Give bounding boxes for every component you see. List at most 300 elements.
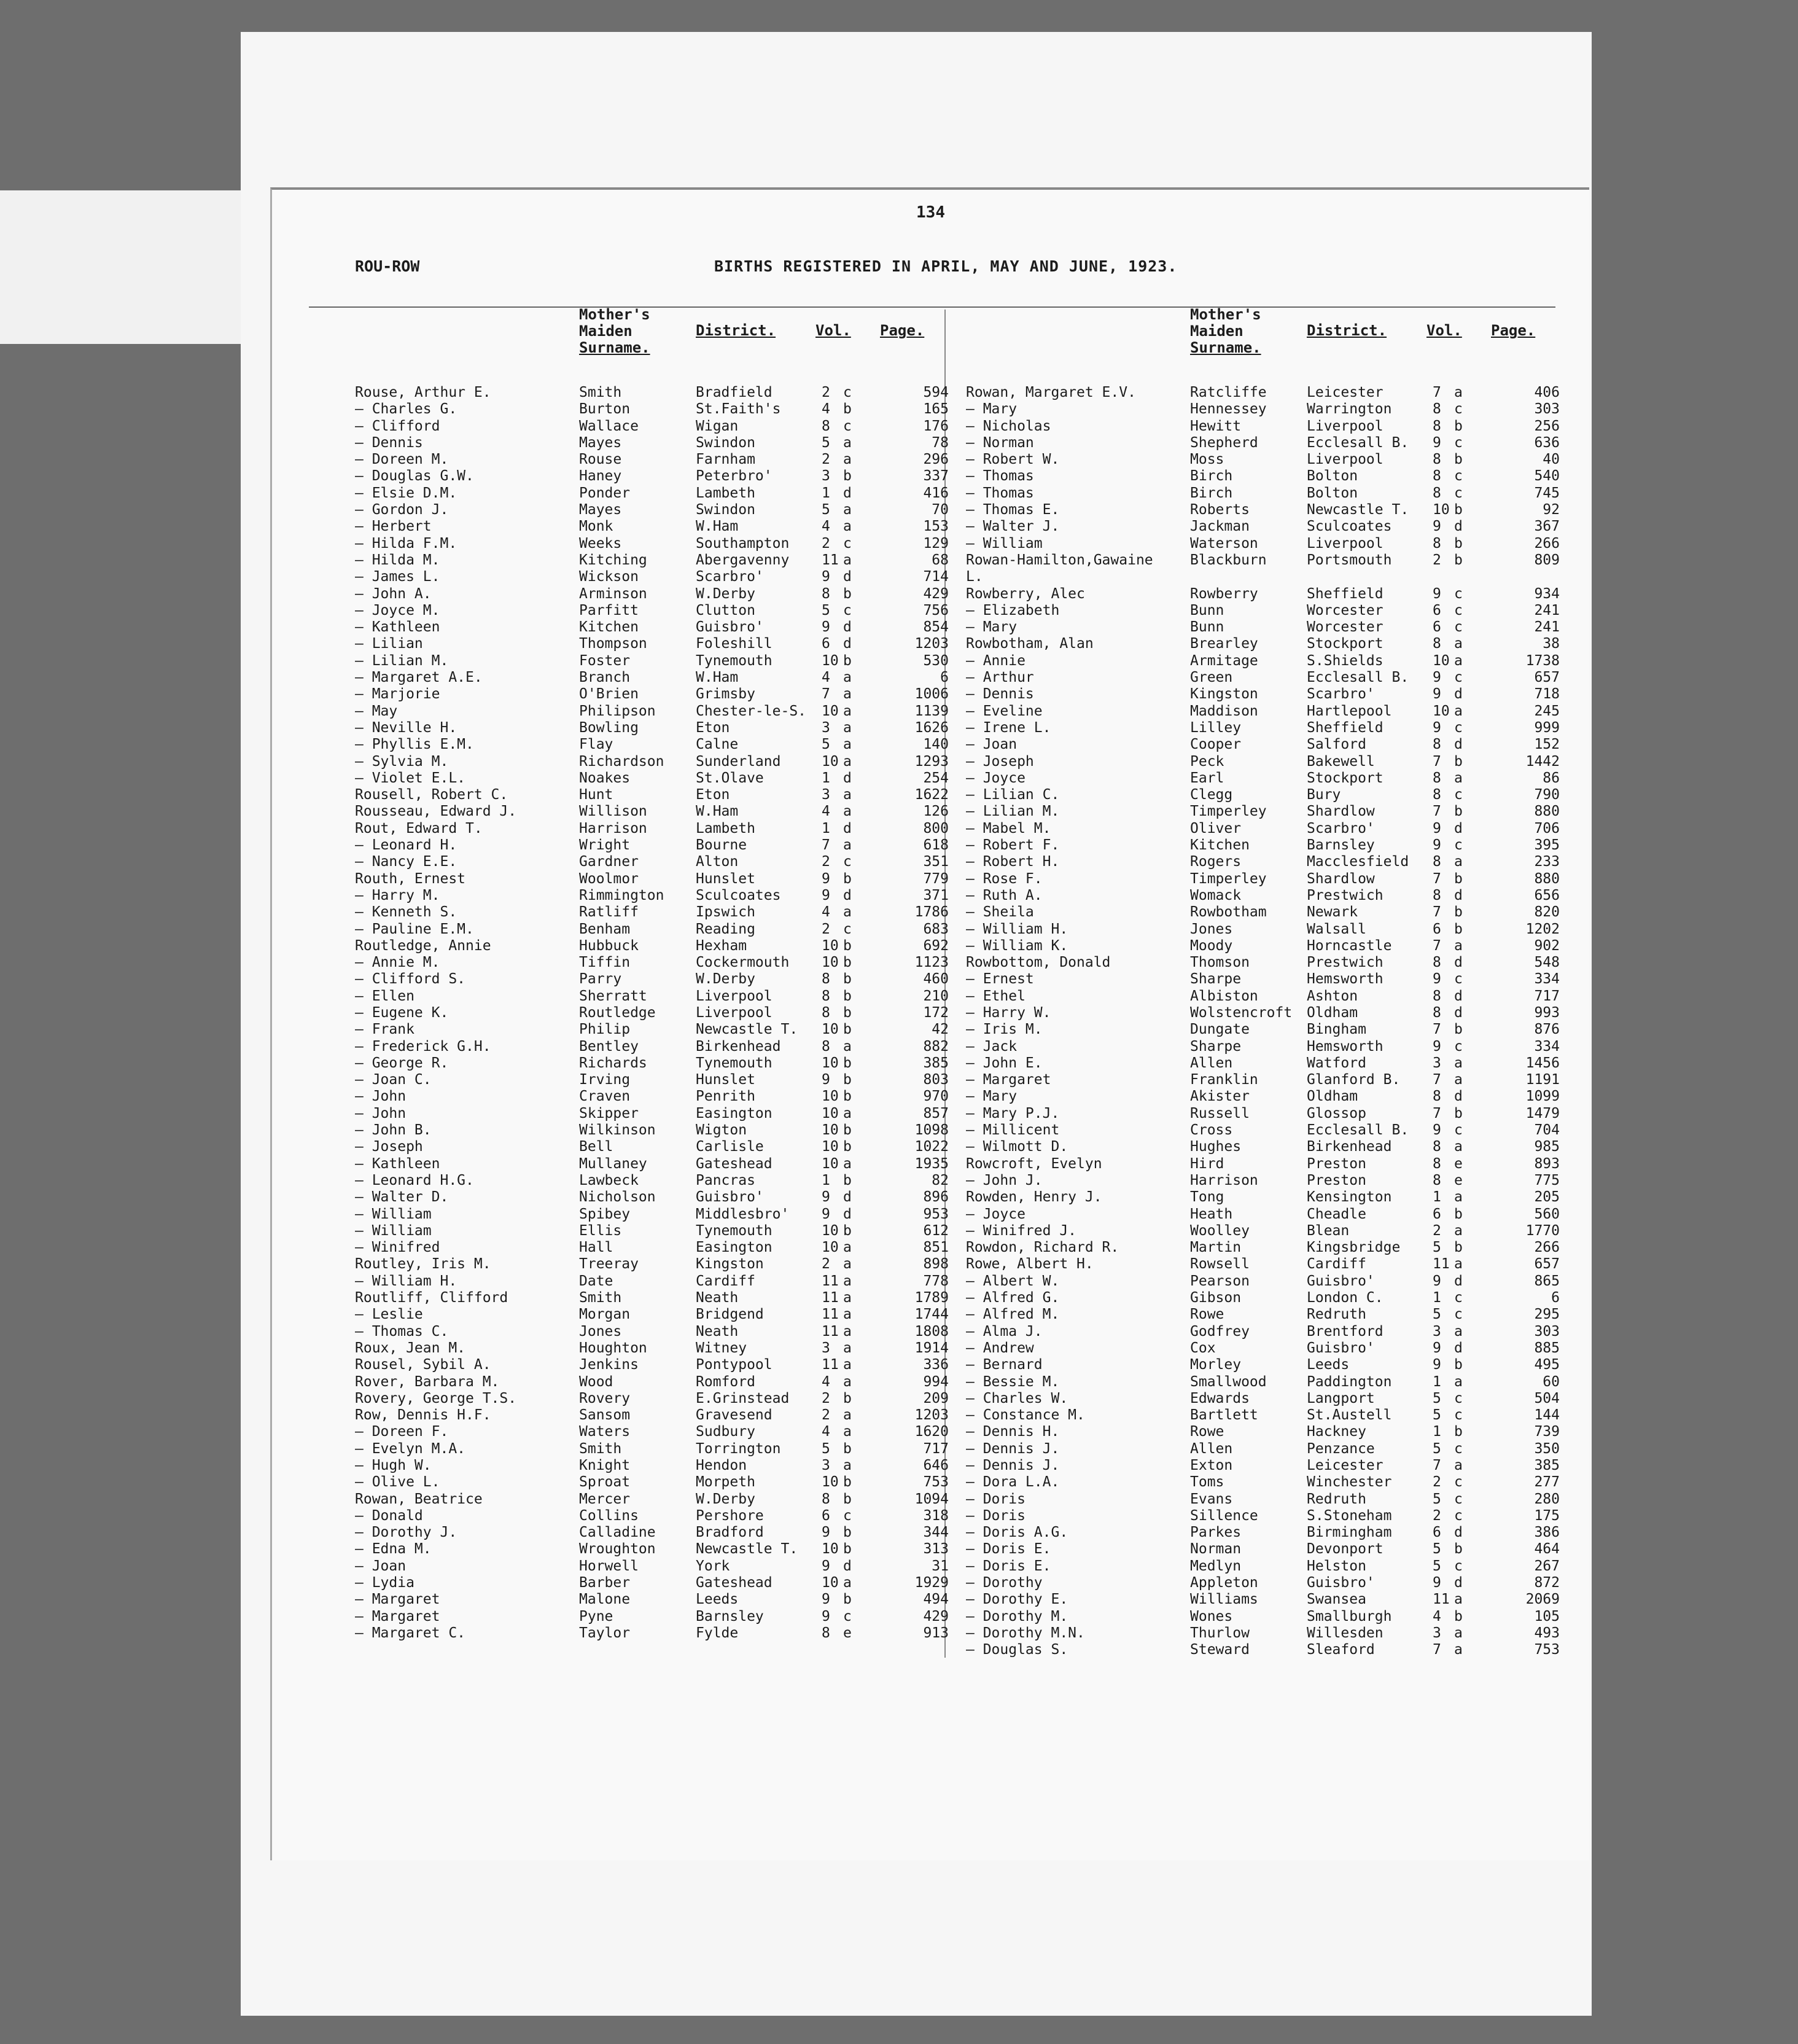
table-row [966,1171,1598,1188]
entry-district: E.Grinstead [696,1390,790,1406]
entry-volume: 10 [1433,703,1450,719]
entry-volume-section: b [843,1072,852,1088]
entry-page: 40 [1543,451,1560,468]
entry-volume: 8 [822,1491,830,1507]
entry-volume: 9 [822,1558,830,1574]
entry-volume-section: b [843,954,852,971]
entry-volume-section: c [1454,585,1463,602]
entry-name: — Lilian M. [966,803,1060,820]
table-row [966,970,1598,986]
entry-volume: 9 [822,1591,830,1608]
entry-district: Alton [696,854,739,870]
entry-name: — Clifford [355,418,440,434]
entry-name: — Sylvia M. [355,753,449,770]
entry-district: Guisbro' [1307,1575,1375,1591]
entry-volume: 9 [1433,585,1441,602]
entry-name: — Joan [355,1558,407,1574]
entry-district: Abergavenny [696,552,790,568]
entry-volume: 1 [822,770,830,786]
entry-district: St.Austell [1307,1407,1392,1424]
entry-volume: 9 [1433,1122,1441,1139]
entry-page: 1622 [914,787,949,803]
table-row [355,1238,987,1255]
entry-volume-section: d [843,887,852,903]
entry-name: Rout, Edward T. [355,820,483,837]
entry-volume-section: d [1454,1340,1463,1356]
entry-name: — Mabel M. [966,820,1051,837]
table-row [966,1255,1598,1271]
entry-maiden-surname: Kitchen [1190,837,1250,854]
table-row [355,1121,987,1137]
entry-district: Penrith [696,1088,755,1105]
table-row [355,1104,987,1121]
entry-page: 494 [923,1591,949,1608]
table-row [966,1054,1598,1071]
table-row [966,735,1598,752]
entry-district: Swindon [696,502,755,518]
entry-volume-section: c [1454,1407,1463,1424]
entry-page: 296 [923,451,949,468]
entry-volume-section: d [1454,988,1463,1004]
table-row [966,1272,1598,1289]
entry-volume: 9 [822,1072,830,1088]
entry-maiden-surname: Steward [1190,1642,1250,1658]
entry-name: — Elsie D.M. [355,485,457,501]
entry-district: Sheffield [1307,585,1384,602]
entry-district: Gravesend [696,1407,773,1424]
entry-maiden-surname: Flay [579,736,613,753]
entry-volume-section: a [1454,1072,1463,1088]
entry-volume-section: c [1454,1491,1463,1507]
entry-district: Stockport [1307,770,1384,786]
entry-maiden-surname: Gardner [579,854,639,870]
table-row [966,1155,1598,1171]
entry-page: 657 [1534,1256,1560,1273]
entry-maiden-surname: Sharpe [1190,1038,1242,1055]
entry-name: — Alma J. [966,1323,1043,1340]
entry-volume-section: b [1454,1608,1463,1625]
entry-volume-section: a [843,1155,852,1172]
entry-page: 126 [923,803,949,820]
entry-volume: 6 [1433,921,1441,937]
entry-volume: 1 [1433,1189,1441,1206]
entry-volume: 7 [1433,1021,1441,1038]
entry-page: 92 [1543,502,1560,518]
entry-page: 872 [1534,1575,1560,1591]
entry-name: — Ethel [966,988,1025,1004]
entry-maiden-surname: Allen [1190,1440,1233,1457]
entry-volume-section: c [1454,669,1463,686]
entry-page: 753 [923,1474,949,1491]
entry-name: — Joseph [966,753,1034,770]
entry-maiden-surname: Bunn [1190,602,1224,618]
entry-page: 267 [1534,1558,1560,1574]
entry-volume-section: a [1454,1189,1463,1206]
entry-page: 1191 [1525,1072,1560,1088]
entry-page: 129 [923,535,949,552]
entry-district: Chester-le-S. [696,703,807,719]
entry-name: — John [355,1088,407,1105]
entry-volume: 7 [1433,803,1441,820]
entry-district: Worcester [1307,602,1384,618]
entry-maiden-surname: Hubbuck [579,937,639,954]
page-header: Page. [880,322,925,339]
entry-maiden-surname: Thomson [1190,954,1250,971]
table-row [966,1289,1598,1305]
entry-volume: 8 [1433,1172,1441,1188]
entry-volume: 5 [822,434,830,451]
entry-maiden-surname: Waterson [1190,535,1258,552]
right-column-header [966,306,1598,383]
entry-volume: 3 [822,719,830,736]
table-row [966,987,1598,1004]
table-row [966,551,1598,568]
table-row [355,987,987,1004]
entry-name: — Frederick G.H. [355,1038,491,1055]
entry-volume: 8 [1433,468,1441,485]
entry-name: — Nancy E.E. [355,854,457,870]
entry-name: — Herbert [355,518,432,535]
entry-volume: 11 [1433,1256,1450,1273]
entry-name: — William [966,535,1043,552]
entry-name: — Douglas G.W. [355,468,474,485]
entry-page: 38 [1543,636,1560,652]
entry-volume-section: a [843,803,852,820]
entry-volume-section: a [843,1306,852,1323]
entry-district: Cardiff [696,1273,755,1289]
entry-district: Easington [696,1239,773,1256]
entry-maiden-surname: Morgan [579,1306,631,1323]
table-row [966,886,1598,903]
table-row [355,1305,987,1322]
entry-district: London C. [1307,1290,1384,1306]
entry-name: Rowdon, Richard R. [966,1239,1119,1256]
entry-maiden-surname: Rowbotham [1190,904,1267,921]
entry-volume: 10 [822,954,839,971]
table-row [966,870,1598,886]
entry-volume-section: c [1454,971,1463,988]
entry-volume: 3 [1433,1625,1441,1641]
entry-volume: 8 [1433,854,1441,870]
entry-page: 82 [932,1172,949,1188]
entry-volume-section: a [843,502,852,518]
table-row [966,1440,1598,1456]
entry-district: Scarbro' [1307,820,1375,837]
entry-volume-section: c [1454,787,1463,803]
table-row [966,434,1598,450]
entry-maiden-surname: Mayes [579,502,622,518]
entry-volume: 7 [1433,870,1441,887]
entry-name: — Joan [966,736,1018,753]
entry-district: Farnham [696,451,755,468]
entry-maiden-surname: Arminson [579,585,647,602]
table-row [355,1490,987,1507]
entry-page: 6 [1551,1290,1560,1306]
table-row [966,1322,1598,1339]
entry-maiden-surname: Richards [579,1055,647,1071]
entry-volume: 9 [822,1608,830,1625]
entry-volume-section: e [1454,1172,1463,1188]
entry-maiden-surname: Harrison [1190,1172,1258,1188]
entry-name: — Margaret [355,1591,440,1608]
entry-volume: 2 [822,384,830,400]
entry-name: — Lilian M. [355,652,449,669]
entry-volume: 8 [822,585,830,602]
entry-name: — Irene L. [966,719,1051,736]
entry-district: Paddington [1307,1373,1392,1390]
entry-name: — Alfred G. [966,1290,1060,1306]
entry-volume-section: b [1454,1541,1463,1558]
entry-page: 718 [1534,686,1560,703]
entry-page: 254 [923,770,949,786]
entry-volume-section: b [843,1474,852,1491]
entry-volume: 10 [822,1155,839,1172]
entry-volume-section: d [1454,1004,1463,1021]
entry-district: Leeds [696,1591,739,1608]
entry-name: Rowbotham, Alan [966,636,1094,652]
table-row [966,852,1598,869]
entry-page: 176 [923,418,949,434]
entry-name: — Walter J. [966,518,1060,535]
entry-district: S.Shields [1307,652,1384,669]
entry-district: Tynemouth [696,1055,773,1071]
entry-district: Sunderland [696,753,781,770]
entry-maiden-surname: Rouse [579,451,622,468]
entry-maiden-surname: Woolley [1190,1222,1250,1239]
table-row [966,1104,1598,1121]
entry-name: — Joseph [355,1139,423,1155]
entry-name: — John E. [966,1055,1043,1071]
table-row [966,1490,1598,1507]
entry-district: Horncastle [1307,937,1392,954]
entry-maiden-surname: Hunt [579,787,613,803]
entry-maiden-surname: Oliver [1190,820,1242,837]
entry-volume: 1 [822,820,830,837]
entry-district: Lambeth [696,820,755,837]
entry-name: — Kathleen [355,1155,440,1172]
entry-maiden-surname: Exton [1190,1457,1233,1473]
entry-maiden-surname: Earl [1190,770,1224,786]
entry-volume: 8 [1433,887,1441,903]
entry-district: Liverpool [696,988,773,1004]
entry-district: Ashton [1307,988,1358,1004]
entry-name: Rowe, Albert H. [966,1256,1094,1273]
entry-page: 857 [923,1105,949,1121]
entry-district: Redruth [1307,1491,1366,1507]
entry-page: 775 [1534,1172,1560,1188]
entry-page: 753 [1534,1642,1560,1658]
entry-district: Leeds [1307,1357,1350,1373]
table-row [355,1171,987,1188]
table-row [966,1373,1598,1389]
table-row [355,534,987,551]
entry-volume: 5 [1433,1440,1441,1457]
entry-name: — Annie [966,652,1025,669]
entry-name: — Kathleen [355,619,440,636]
table-row [355,568,987,584]
entry-name: — Mary [966,619,1018,636]
entry-district: Kingsbridge [1307,1239,1401,1256]
entry-district: Wigan [696,418,739,434]
entry-maiden-surname: Parry [579,971,622,988]
entry-volume-section: a [1454,770,1463,786]
entry-district: Devonport [1307,1541,1384,1558]
entry-maiden-surname: Sproat [579,1474,631,1491]
entry-name: — Doris E. [966,1541,1051,1558]
entry-volume-section: a [843,1038,852,1055]
entry-name: — James L. [355,569,440,585]
entry-volume: 10 [822,1021,839,1038]
entry-name: — Doris A.G. [966,1524,1068,1541]
entry-district: Bingham [1307,1021,1366,1038]
entry-volume-section: b [843,971,852,988]
entry-maiden-surname: Armitage [1190,652,1258,669]
entry-volume-section: b [843,1541,852,1558]
table-row [966,1624,1598,1640]
entry-volume: 4 [822,1424,830,1440]
vol-header: Vol. [815,322,851,339]
entry-district: Redruth [1307,1306,1366,1323]
entry-maiden-surname: Heath [1190,1206,1233,1222]
entry-name: — Mary P.J. [966,1105,1060,1121]
entry-district: Stockport [1307,636,1384,652]
entry-volume: 8 [822,1004,830,1021]
entry-name: — Douglas S. [966,1642,1068,1658]
table-row [355,1473,987,1489]
entry-maiden-surname: Mullaney [579,1155,647,1172]
entry-page: 560 [1534,1206,1560,1222]
table-row [355,1071,987,1087]
table-row [355,769,987,786]
entry-name: — Thomas C. [355,1323,449,1340]
table-row [355,1406,987,1422]
entry-page: 60 [1543,1373,1560,1390]
entry-volume: 8 [1433,636,1441,652]
table-row [355,1272,987,1289]
entry-name: Routh, Ernest [355,870,466,887]
entry-volume: 8 [1433,485,1441,501]
entry-name: — Elizabeth [966,602,1060,618]
entry-volume-section: c [843,854,852,870]
entry-district: Ipswich [696,904,755,921]
entry-district: Leicester [1307,384,1384,400]
entry-volume-section: a [843,1290,852,1306]
entry-volume: 7 [1433,904,1441,921]
table-row [966,937,1598,953]
entry-page: 1022 [914,1139,949,1155]
entry-volume-section: a [843,669,852,686]
entry-maiden-surname: Ratliff [579,904,639,921]
entry-maiden-surname: Malone [579,1591,631,1608]
entry-page: 820 [1534,904,1560,921]
entry-district: Hemsworth [1307,971,1384,988]
entry-name: Rovery, George T.S. [355,1390,517,1406]
entry-district: W.Derby [696,971,755,988]
entry-volume: 9 [1433,1340,1441,1356]
entry-page: 756 [923,602,949,618]
entry-volume-section: a [843,719,852,736]
entry-maiden-surname: Wolstencroft [1190,1004,1293,1021]
entry-name: — Dorothy E. [966,1591,1068,1608]
entry-volume: 10 [822,937,839,954]
entry-volume-section: b [843,1222,852,1239]
entry-maiden-surname: Womack [1190,887,1242,903]
entry-volume-section: a [843,753,852,770]
entry-volume-section: d [1454,1273,1463,1289]
entry-volume: 8 [1433,954,1441,971]
table-row [355,1590,987,1607]
entry-district: Bolton [1307,468,1358,485]
right-entries [966,383,1598,1658]
entry-district: Leicester [1307,1457,1384,1473]
entry-page: 1786 [914,904,949,921]
entry-page: 548 [1534,954,1560,971]
entry-maiden-surname: Mercer [579,1491,631,1507]
entry-name: Rowbottom, Donald [966,954,1111,971]
entry-page: 618 [923,837,949,854]
entry-page: 1738 [1525,652,1560,669]
entry-page: 266 [1534,1239,1560,1256]
entry-maiden-surname: Jackman [1190,518,1250,535]
entry-name: Row, Dennis H.F. [355,1407,491,1424]
table-row [966,1406,1598,1422]
entry-maiden-surname: Maddison [1190,703,1258,719]
page-number: 134 [916,203,945,222]
entry-volume-section: b [1454,1239,1463,1256]
entry-name: — Nicholas [966,418,1051,434]
entry-volume: 9 [822,569,830,585]
table-row [355,1624,987,1640]
entry-maiden-surname: Ellis [579,1222,622,1239]
entry-volume-section: b [843,937,852,954]
entry-volume: 10 [822,1239,839,1256]
entry-page: 1929 [914,1575,949,1591]
entry-district: W.Derby [696,1491,755,1507]
entry-page: 1139 [914,703,949,719]
entry-district: Bradford [696,1524,764,1541]
entry-page: 913 [923,1625,949,1641]
entry-page: 416 [923,485,949,501]
entry-district: Guisbro' [696,619,764,636]
entry-page: 1744 [914,1306,949,1323]
entry-volume: 5 [1433,1491,1441,1507]
table-row [966,1305,1598,1322]
entry-district: W.Ham [696,803,739,820]
entry-page: 993 [1534,1004,1560,1021]
entry-volume: 6 [1433,1524,1441,1541]
entry-maiden-surname: Ponder [579,485,631,501]
entry-volume: 10 [822,1541,839,1558]
entry-volume-section: a [843,518,852,535]
entry-volume-section: b [1454,803,1463,820]
entry-page: 153 [923,518,949,535]
entry-district: Swansea [1307,1591,1366,1608]
entry-district: Neath [696,1290,739,1306]
table-row [355,1574,987,1590]
entry-page: 175 [1534,1507,1560,1524]
entry-maiden-surname: Wood [579,1373,613,1390]
entry-district: Penzance [1307,1440,1375,1457]
entry-page: 165 [923,401,949,418]
entry-volume-section: a [843,552,852,568]
entry-volume-section: d [843,1558,852,1574]
entry-volume: 9 [822,1206,830,1222]
entry-volume: 3 [822,1340,830,1356]
entry-page: 657 [1534,669,1560,686]
entry-volume: 4 [822,518,830,535]
entry-district: Reading [696,921,755,937]
table-row [966,920,1598,937]
